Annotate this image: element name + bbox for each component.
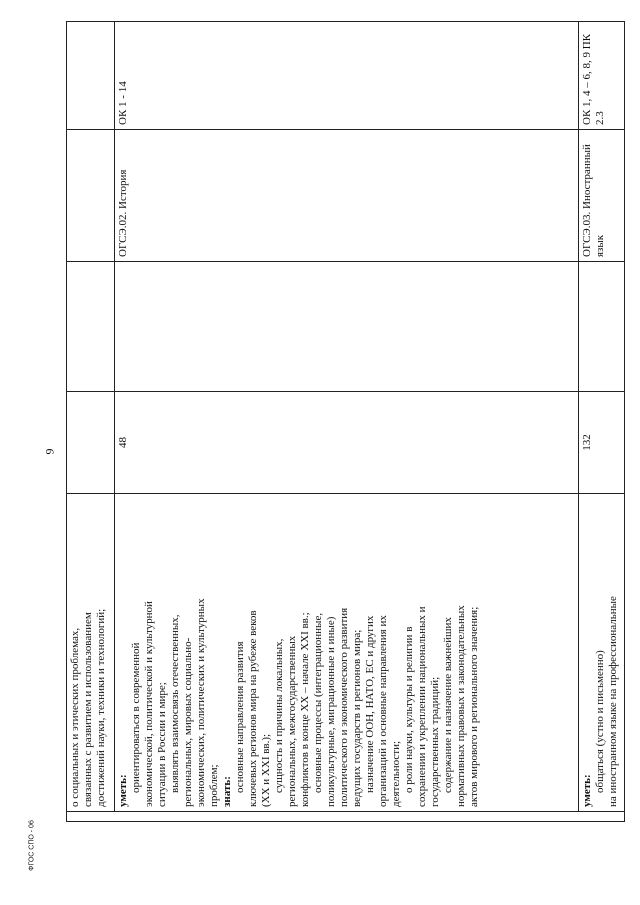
content-line: нормативных правовых и законодательных (455, 605, 467, 807)
content-line: содержание и назначение важнейших (442, 617, 454, 793)
content-line: связанных с развитием и использованием (82, 612, 94, 807)
rotated-table-container (66, 22, 624, 822)
content-line: проблем; (208, 764, 220, 807)
content-line: деятельности; (390, 740, 402, 807)
competencies-cell: ОК 1 - 14 (115, 22, 579, 130)
content-line: основные процессы (интеграционные, (312, 612, 324, 793)
content-line: ситуации в России и мире; (156, 682, 168, 807)
empty-cell (579, 262, 625, 392)
content-cell (67, 494, 115, 812)
content-line: на иностранном языке на профессиональные (607, 596, 619, 807)
content-line: (XX и XXI вв.); (260, 733, 272, 807)
index-cell (67, 812, 625, 822)
hours-cell: 48 (115, 392, 579, 494)
content-line: экономических, политических и культурных (195, 598, 207, 807)
table-row (579, 22, 625, 822)
content-line: политического и экономического развития (338, 607, 350, 807)
hours-cell: 132 (579, 392, 625, 494)
content-line: уметь: (117, 774, 129, 807)
content-line: региональных, мировых социально- (182, 637, 194, 807)
empty-cell (115, 262, 579, 392)
content-line: назначение ООН, НАТО, ЕС и других (364, 615, 376, 793)
table-row (115, 22, 579, 822)
content-line: знать: (221, 776, 233, 807)
content-line: конфликтов в конце XX – начале XXI вв.; (299, 612, 311, 807)
footer-label: ФГОС СПО - 06 (28, 820, 36, 871)
discipline-cell (67, 130, 115, 262)
content-line: о социальных и этических проблемах, (69, 627, 81, 807)
content-line: сущность и причины локальных, (273, 638, 285, 793)
content-line: актов мирового и регионального значения; (468, 606, 480, 807)
discipline-cell: ОГСЭ.02. История (115, 130, 579, 262)
discipline-cell: ОГСЭ.03. Иностранный язык (579, 130, 625, 262)
content-line: уметь: (581, 774, 593, 807)
page-number: 9 (42, 448, 57, 455)
content-line: о роли науки, культуры и религии в (403, 626, 415, 793)
empty-cell (67, 262, 115, 392)
content-line: региональных, межгосударственных (286, 635, 298, 807)
content-line: поликультурные, миграционные и иные) (325, 616, 337, 807)
hours-cell (67, 392, 115, 494)
content-line: достижений науки, техники и технологий; (95, 608, 107, 807)
content-cell (115, 494, 579, 812)
competencies-cell (67, 22, 115, 130)
content-line: общаться (устно и письменно) (594, 650, 606, 793)
content-line: ключевых регионов мира на рубеже веков (247, 610, 259, 807)
content-line: сохранении и укреплении национальных и (416, 606, 428, 807)
content-line: государственных традиций; (429, 676, 441, 807)
content-line: ориентироваться в современной (130, 642, 142, 793)
competencies-cell: ОК 1, 4 – 6, 8, 9 ПК 2.3 (579, 22, 625, 130)
content-line: ведущих государств и регионов мира; (351, 629, 363, 807)
table-row (67, 22, 115, 822)
content-line: экономической, политической и культурной (143, 601, 155, 807)
content-line: выявлять взаимосвязь отечественных, (169, 614, 181, 793)
content-line: основные направления развития (234, 641, 246, 793)
curriculum-table (66, 22, 624, 822)
content-cell (579, 494, 625, 812)
content-line: организаций и основные направления их (377, 615, 389, 807)
